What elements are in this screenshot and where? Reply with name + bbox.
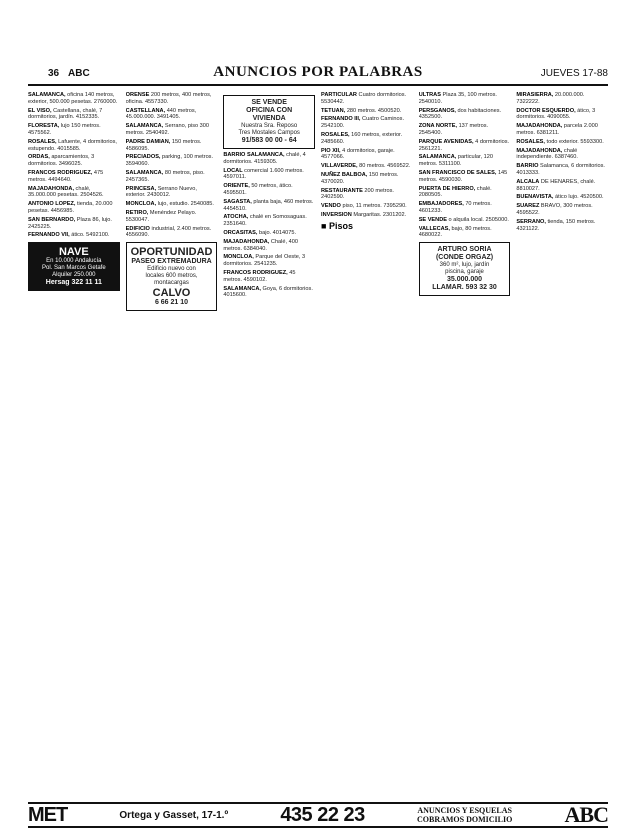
ad-keyword: VALLECAS, (418, 225, 450, 232)
ad-text: dos habitaciones. 4352500. (418, 107, 502, 121)
classified-ad (321, 172, 413, 186)
ad-box-nave (28, 242, 120, 291)
classified-ad (516, 139, 608, 146)
ad-text: oficina 140 metros, exterior, 500.000 pesetas. 2760000. (28, 92, 118, 105)
classified-ad (223, 183, 315, 197)
classified-ad (419, 123, 511, 137)
classified-ad (419, 201, 511, 215)
ad-text: particular, 120 metros. 5311100. (418, 154, 493, 168)
column-4 (321, 92, 413, 792)
ad-text: 137 metros. 2545400. (418, 123, 489, 136)
ad-keyword: INVERSION (321, 211, 352, 218)
classified-ad (419, 108, 511, 122)
classified-ad (28, 186, 120, 200)
classified-ad (126, 201, 218, 208)
ad-keyword: ANTONIO LOPEZ, (28, 201, 76, 208)
ad-text: bajo, 80 metros. 4680022. (418, 225, 492, 239)
classified-ad (126, 186, 218, 200)
classified-ad (126, 154, 218, 168)
ad-text: 50 metros, ático. 4595501. (223, 183, 293, 196)
publication-name: ABC (68, 68, 90, 79)
footer-address: Ortega y Gasset, 17-1.º (119, 809, 229, 821)
ad-text: Menéndez Pelayo. 5530047. (125, 209, 197, 223)
column-6 (516, 92, 608, 792)
nave-line3: Alquiler 250.000 (52, 272, 96, 279)
classified-ad (28, 154, 120, 168)
ad-text: Chalé, 400 metros. 6384040. (223, 238, 298, 252)
classified-ad (223, 168, 315, 182)
ad-text: chalé, 35.000.000 pesetas. 2504526. (28, 185, 104, 199)
ad-keyword: PARQUE AVENIDAS, (418, 138, 474, 145)
ad-text: 200 metros. 2402590. (321, 187, 394, 201)
classified-ad (126, 139, 218, 153)
ad-text: 4 dormitorios, garaje. 4577066. (321, 147, 395, 161)
classified-ad (419, 186, 511, 200)
ad-text: Goya, 6 dormitorios. 4015600. (223, 285, 313, 299)
ad-box-vivienda (223, 95, 315, 149)
ad-keyword: PRINCESA, (125, 185, 157, 192)
ad-box-oportunidad (126, 242, 218, 311)
ad-text: Castellana, chalé, 7 dormitorios, jardín. 4152335. (28, 107, 103, 121)
ad-text: 440 metros, 45.000.000. 3491405. (125, 107, 197, 121)
ad-keyword: VENDO (321, 203, 341, 210)
classified-ad (516, 163, 608, 177)
ad-keyword: MAJADAHONDA, (223, 238, 270, 245)
ad-keyword: LOCAL (223, 167, 243, 174)
ad-text: piso, 11 metros. 7395290. (340, 203, 407, 210)
classified-ad (321, 108, 413, 115)
ad-text: Plaza 86, lujo. 2425225. (28, 216, 112, 230)
classified-ad (28, 201, 120, 215)
arturo-line2: piscina, garaje (445, 269, 484, 276)
ad-text: Plaza 35, 100 metros. 2540010. (418, 92, 497, 105)
ad-keyword: ZONA NORTE, (418, 123, 458, 130)
classified-ad (419, 92, 511, 106)
classified-ad (321, 116, 413, 130)
ad-keyword: MAJADAHONDA, (516, 123, 563, 130)
ad-keyword: MAJADAHONDA, (516, 147, 563, 154)
classified-ad (321, 132, 413, 146)
classified-ad (223, 254, 315, 268)
ad-text: comercial 1.600 metros. 4597011. (223, 167, 304, 181)
classified-ad (126, 170, 218, 184)
ad-text: chalé independiente. 6387460. (516, 147, 578, 161)
ad-keyword: BARRIO SALAMANCA, (223, 152, 285, 158)
ad-keyword: RETIRO, (125, 209, 149, 216)
ad-text: 200 metros, 400 metros, oficina. 4557330. (125, 92, 212, 105)
classified-ad (28, 108, 120, 122)
ad-text: ático, 3 dormitorios. 4090055. (516, 107, 596, 121)
ad-keyword: ULTRAS (418, 92, 441, 98)
ad-text: 20.000.000. 7322222. (516, 92, 585, 105)
classified-ad (419, 170, 511, 184)
ad-keyword: MONCLOA, (125, 201, 157, 208)
ad-text: aparcamientos, 3 dormitorios. 3496025. (28, 154, 95, 168)
classified-ad (321, 188, 413, 202)
section-title: ANUNCIOS POR PALABRAS (213, 64, 423, 80)
classified-ad (223, 270, 315, 284)
ad-text: DE HENARES, chalé. 8810027. (516, 178, 596, 192)
ad-keyword: MAJADAHONDA, (28, 185, 74, 192)
classified-ad (28, 170, 120, 184)
classified-ad (516, 148, 608, 162)
issue-date: JUEVES 17-88 (540, 68, 608, 79)
classified-ad (126, 210, 218, 224)
ad-keyword: FLORESTA, (28, 123, 60, 130)
oportunidad-name: CALVO (152, 287, 191, 300)
classified-ad (321, 212, 413, 219)
classified-ad (223, 199, 315, 213)
ad-text: chalé. 2080505. (418, 185, 492, 199)
ad-text: 70 metros. 4601233. (418, 201, 492, 214)
column-5 (419, 92, 511, 792)
classified-ad (126, 226, 218, 240)
classified-ad (321, 148, 413, 162)
nave-agency: Hersag (45, 279, 70, 287)
ad-keyword: SAN FRANCISCO DE SALES, (418, 169, 497, 176)
ad-keyword: PIO XII, (321, 147, 341, 154)
classified-ad (516, 194, 608, 201)
classified-ad (28, 123, 120, 137)
ad-text: 475 metros. 4494640. (28, 169, 104, 183)
ad-keyword: ATOCHA, (223, 214, 249, 221)
nave-contact (32, 279, 116, 287)
ad-text: Cuatro dormitorios. 5530442. (321, 92, 407, 105)
ad-keyword: SALAMANCA, (418, 154, 457, 161)
classified-ad (223, 152, 315, 166)
ad-text: lujo 150 metros. 4575562. (28, 123, 101, 136)
ad-keyword: FERNANDO VII, (28, 232, 70, 239)
ad-keyword: PRECIADOS, (125, 154, 161, 161)
ad-text: parking, 100 metros. 3594060. (125, 154, 214, 168)
ad-box-arturo (419, 242, 511, 296)
classified-ad (516, 179, 608, 193)
ad-keyword: TETUAN, (321, 107, 346, 114)
ad-keyword: SALAMANCA, (28, 92, 66, 98)
classified-ad (516, 92, 608, 106)
ad-text: 145 metros. 4590030. (418, 169, 508, 183)
ad-keyword: MONCLOA, (223, 254, 254, 261)
oportunidad-line4: montacargas (154, 280, 189, 287)
ad-keyword: DOCTOR ESQUERDO, (516, 107, 576, 114)
ad-text: Parque del Oeste, 3 dormitorios. 2541235. (223, 254, 306, 268)
ad-text: 80 metros, piso. 2457365. (125, 169, 205, 183)
ad-text: Salamanca, 6 dormitorios. 4013333. (516, 163, 605, 176)
ad-keyword: ORCASITAS, (223, 229, 258, 236)
classified-ad (419, 154, 511, 168)
column-3 (223, 92, 315, 792)
ad-keyword: PERSGANOS, (418, 107, 456, 114)
ad-keyword: SERRANO, (516, 218, 546, 225)
footer-text (417, 806, 512, 824)
arturo-phone: LLAMAR. 593 32 30 (432, 284, 497, 292)
ad-keyword: PADRE DAMIAN, (125, 138, 171, 145)
ad-keyword: BARRIO (516, 163, 539, 170)
vivienda-phone: 91/583 00 00 - 64 (241, 137, 297, 144)
classified-ad (28, 139, 120, 153)
nave-line2: Pol. San Marcos Getafe (41, 265, 106, 272)
ad-text: bajo. 4014075. (257, 229, 297, 236)
ad-text: parcela 2.000 metros. 6381211. (516, 123, 598, 136)
ad-text: planta baja, 460 metros. 4454510. (223, 198, 314, 212)
page-header (28, 0, 608, 86)
pisos-label: Pisos (328, 220, 353, 231)
arturo-price: 35.000.000 (447, 276, 483, 284)
ad-keyword: EL VISO, (28, 107, 52, 114)
arturo-line1: 360 m², lujo, jardín (439, 262, 490, 269)
ad-text: todo exterior. 5593300. (544, 138, 604, 145)
nave-title: NAVE (58, 246, 89, 259)
classified-ad (419, 139, 511, 153)
column-1 (28, 92, 120, 792)
ad-text: Lafuente, 4 dormitorios, estupendo. 4015585. (28, 138, 117, 152)
classified-columns (28, 92, 608, 792)
ad-keyword: ORDAS, (28, 154, 50, 161)
vivienda-line3: VIVIENDA (252, 115, 286, 122)
oportunidad-phone: 6 66 21 10 (154, 299, 189, 307)
ad-text: 150 metros. 4586095. (125, 138, 202, 152)
ad-text: Serrano, piso 300 metros. 2540492. (125, 123, 209, 136)
ad-keyword: NUÑEZ BALBOA, (321, 171, 368, 178)
ad-keyword: SUAREZ (516, 203, 540, 210)
vivienda-line2: OFICINA CON (246, 107, 293, 114)
ad-keyword: ORIENTE, (223, 183, 250, 190)
oportunidad-line2: Edificio nuevo con (147, 266, 196, 273)
classified-ad (321, 92, 413, 106)
ad-text: ático. 5492100. (69, 232, 110, 239)
classified-ad (223, 230, 315, 237)
ad-keyword: SAN BERNARDO, (28, 216, 76, 223)
classified-ad (419, 226, 511, 240)
ad-keyword: SALAMANCA, (125, 123, 164, 130)
footer-text1: ANUNCIOS Y ESQUELAS (417, 806, 512, 815)
classified-ad (223, 214, 315, 228)
classified-ad (516, 123, 608, 137)
ad-keyword: ROSALES, (28, 138, 57, 145)
pisos-heading: ■ Pisos (321, 220, 353, 231)
ad-keyword: FRANCOS RODRIGUEZ, (28, 169, 93, 176)
ad-text: 45 metros. 4590102. (223, 269, 296, 283)
classified-ad (321, 203, 413, 210)
arturo-title: ARTURO SORIA (437, 246, 492, 254)
ad-text: chalé en Somosaguas. 2351640. (223, 214, 307, 228)
classified-ad (126, 108, 218, 122)
footer-text2: COBRAMOS DOMICILIO (416, 815, 513, 824)
ad-keyword: EMBAJADORES, (418, 201, 464, 208)
nave-phone: 322 11 11 (71, 279, 102, 287)
oportunidad-title: OPORTUNIDAD (130, 246, 213, 259)
ad-keyword: SALAMANCA, (125, 169, 164, 176)
page-number: 36 (48, 68, 60, 79)
ad-keyword: BUENAVISTA, (516, 194, 554, 201)
classified-ad (126, 123, 218, 137)
ad-text: o alquila local. 2505000. (446, 216, 509, 223)
footer-brand: MET (28, 803, 68, 826)
ad-keyword: RESTAURANTE (321, 187, 363, 194)
ad-keyword: ALCALA (516, 178, 540, 185)
ad-text: 150 metros. 4370020. (321, 171, 399, 185)
ad-keyword: ROSALES, (321, 131, 350, 138)
ad-keyword: VILLAVERDE, (321, 163, 358, 170)
ad-keyword: EDIFICIO (125, 225, 150, 232)
ad-keyword: ORENSE (125, 92, 150, 98)
ad-text: Margaritas. 2301202. (351, 211, 407, 218)
ad-text: Cuatro Caminos. 2542100. (321, 116, 405, 130)
ad-text: 280 metros. 4500520. (345, 107, 402, 114)
ad-keyword: MIRASIERRA, (516, 92, 554, 98)
ad-keyword: FERNANDO III, (321, 116, 361, 123)
ad-keyword: FRANCOS RODRIGUEZ, (223, 269, 288, 276)
ad-text: lujo, estudio. 2540085. (156, 201, 214, 208)
ad-keyword: PUERTA DE HIERRO, (418, 185, 476, 192)
classified-ad (516, 219, 608, 233)
vivienda-line1: SE VENDE (251, 99, 287, 106)
ad-text: chalé, 4 dormitorios. 4159305. (223, 152, 306, 165)
oportunidad-line3: locales 600 metros, (145, 273, 198, 280)
classified-ad (321, 163, 413, 170)
classified-ad (516, 203, 608, 217)
ad-text: tienda, 150 metros. 4321122. (516, 218, 596, 232)
ad-text: tienda, 20.000 pesetas. 4456985. (28, 201, 113, 214)
nave-line1: En 10.000 Andalucía (46, 258, 102, 265)
ad-keyword: SAGASTA, (223, 198, 252, 205)
ad-text: 4 dormitorios. 2561221. (418, 138, 510, 152)
ad-keyword: PARTICULAR (321, 92, 357, 98)
footer-ad (28, 802, 608, 828)
classified-ad (28, 92, 120, 106)
classified-ad (223, 286, 315, 300)
ad-text: Serrano Nuevo, exterior. 2430012. (125, 185, 197, 199)
classified-ad (126, 92, 218, 106)
footer-phone: 435 22 23 (280, 803, 365, 826)
ad-keyword: CASTELLANA, (125, 107, 166, 114)
vivienda-line4: Nuestra Sra. Reposo (241, 123, 298, 129)
oportunidad-line1: PASEO EXTREMADURA (131, 258, 212, 266)
classified-ad (223, 239, 315, 253)
column-2 (126, 92, 218, 792)
ad-text: 80 metros. 4569522. (357, 163, 411, 170)
ad-keyword: ROSALES, (516, 138, 545, 145)
classified-ad (419, 217, 511, 224)
ad-text: 160 metros, exterior. 2485660. (321, 131, 403, 145)
classified-ad (28, 232, 120, 239)
vivienda-line5: Tres Mostales Campos (238, 130, 300, 136)
footer-abc-logo: ABC (564, 802, 608, 827)
ad-keyword: SALAMANCA, (223, 285, 261, 292)
classified-ad (28, 217, 120, 231)
ad-text: BRAVO, 300 metros. 4595522. (516, 203, 593, 216)
arturo-subtitle: (CONDE ORGAZ) (435, 254, 494, 262)
classified-ad (516, 108, 608, 122)
ad-text: industrial, 2.400 metros. 4556090. (125, 225, 212, 239)
ad-text: ático lujo. 4520500. (553, 194, 604, 201)
ad-keyword: SE VENDE (418, 216, 447, 223)
